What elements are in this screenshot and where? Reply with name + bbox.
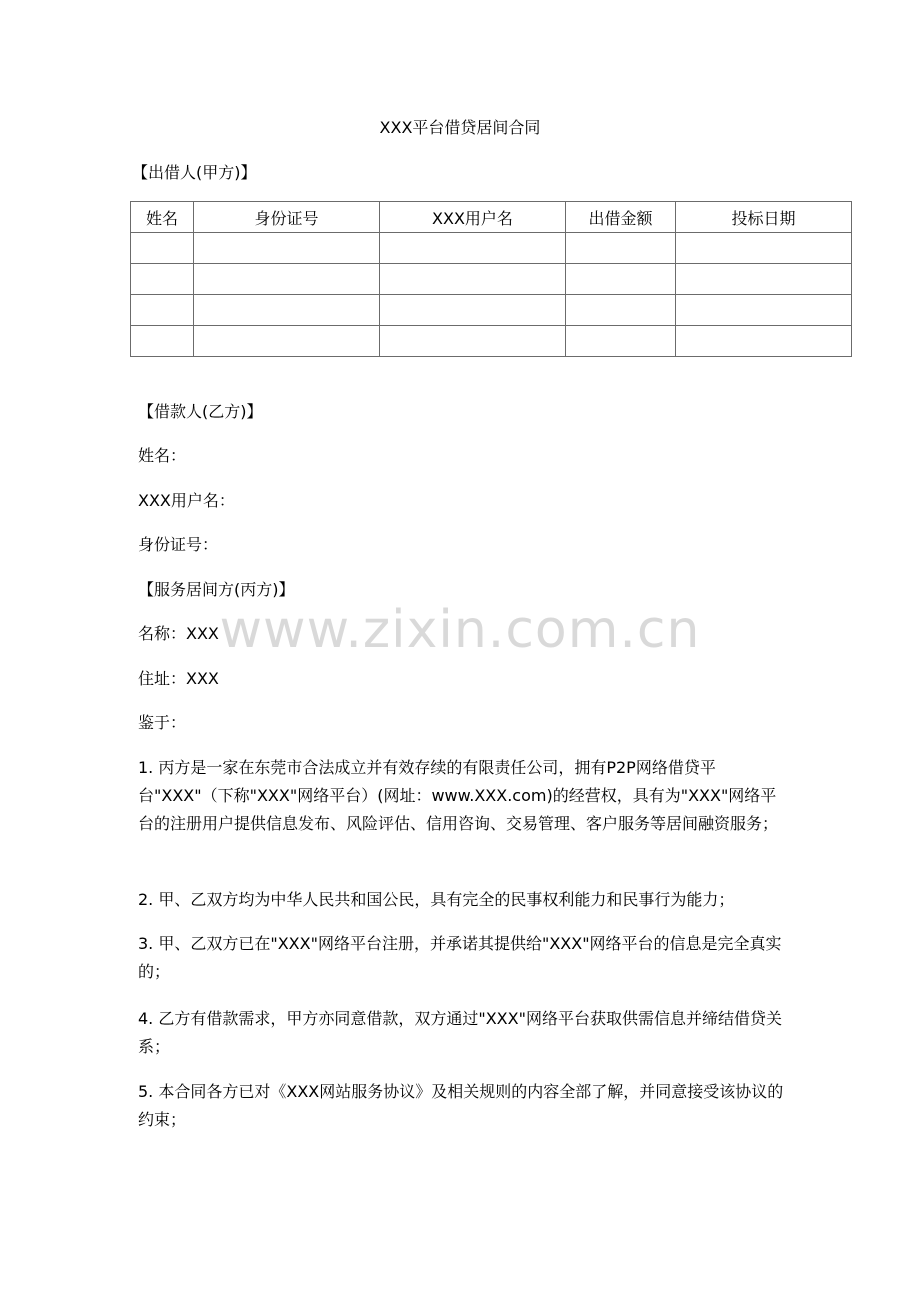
- table-cell[interactable]: [676, 326, 852, 357]
- clause-text: 3. 甲、乙双方已在"XXX"网络平台注册，并承诺其提供给"XXX"网络平台的信息是完全真实的；: [138, 934, 782, 981]
- table-cell[interactable]: [566, 264, 676, 295]
- lender-section-header: 【出借人(甲方)】: [132, 163, 257, 182]
- contract-title: XXX平台借贷居间合同: [379, 118, 541, 137]
- table-row: [131, 326, 852, 357]
- table-cell[interactable]: [676, 233, 852, 264]
- column-header-username: XXX用户名: [380, 202, 566, 233]
- table-cell[interactable]: [566, 233, 676, 264]
- table-cell[interactable]: [380, 295, 566, 326]
- table-row: [131, 295, 852, 326]
- table-row: [131, 264, 852, 295]
- borrower-name-label: 姓名：: [138, 446, 187, 465]
- column-header-name: 姓名: [131, 202, 194, 233]
- table-row: [131, 233, 852, 264]
- table-cell[interactable]: [380, 264, 566, 295]
- table-cell[interactable]: [566, 295, 676, 326]
- clause-text: 5. 本合同各方已对《XXX网站服务协议》及相关规则的内容全部了解，并同意接受该协议的约束；: [138, 1082, 784, 1129]
- intermediary-address: 住址：XXX: [138, 669, 219, 688]
- intermediary-name: 名称：XXX: [138, 624, 219, 643]
- table-cell[interactable]: [194, 264, 380, 295]
- table-cell[interactable]: [194, 295, 380, 326]
- borrower-id-label: 身份证号：: [138, 535, 219, 554]
- lender-table-header-row: [131, 202, 852, 233]
- intermediary-section-header: 【服务居间方(丙方)】: [138, 580, 295, 599]
- table-cell[interactable]: [131, 326, 194, 357]
- clause-3: [138, 930, 788, 986]
- column-header-id-number: 身份证号: [194, 202, 380, 233]
- table-cell[interactable]: [131, 264, 194, 295]
- watermark: www.zixin.com.cn: [219, 600, 701, 660]
- clause-text: 4. 乙方有借款需求，甲方亦同意借款，双方通过"XXX"网络平台获取供需信息并缔结借贷关系；: [138, 1009, 782, 1056]
- table-cell[interactable]: [676, 264, 852, 295]
- table-cell[interactable]: [131, 295, 194, 326]
- table-cell[interactable]: [194, 233, 380, 264]
- clause-2: [138, 886, 788, 914]
- table-cell[interactable]: [380, 326, 566, 357]
- borrower-section-header: 【借款人(乙方)】: [138, 402, 263, 421]
- table-cell[interactable]: [194, 326, 380, 357]
- whereas-label: 鉴于：: [138, 713, 187, 732]
- table-cell[interactable]: [676, 295, 852, 326]
- table-cell[interactable]: [566, 326, 676, 357]
- column-header-bid-date: 投标日期: [676, 202, 852, 233]
- table-cell[interactable]: [131, 233, 194, 264]
- table-cell[interactable]: [380, 233, 566, 264]
- column-header-amount: 出借金额: [566, 202, 676, 233]
- clause-text: 2. 甲、乙双方均为中华人民共和国公民，具有完全的民事权利能力和民事行为能力；: [138, 890, 735, 909]
- clause-4: [138, 1005, 788, 1061]
- clause-5: [138, 1078, 788, 1134]
- borrower-username-label: XXX用户名：: [138, 491, 235, 510]
- lender-table: [130, 201, 852, 357]
- clause-text: 1. 丙方是一家在东莞市合法成立并有效存续的有限责任公司，拥有P2P网络借贷平台"XXX"（下称"XXX"网络平台）(网址：www.XXX.com)的经营权，具有为"XXX"网络平台的注册用户提供信息发布、风险评估、信用咨询、交易管理、客户服务等居间融资服务；: [138, 758, 779, 833]
- clause-1: [138, 754, 788, 838]
